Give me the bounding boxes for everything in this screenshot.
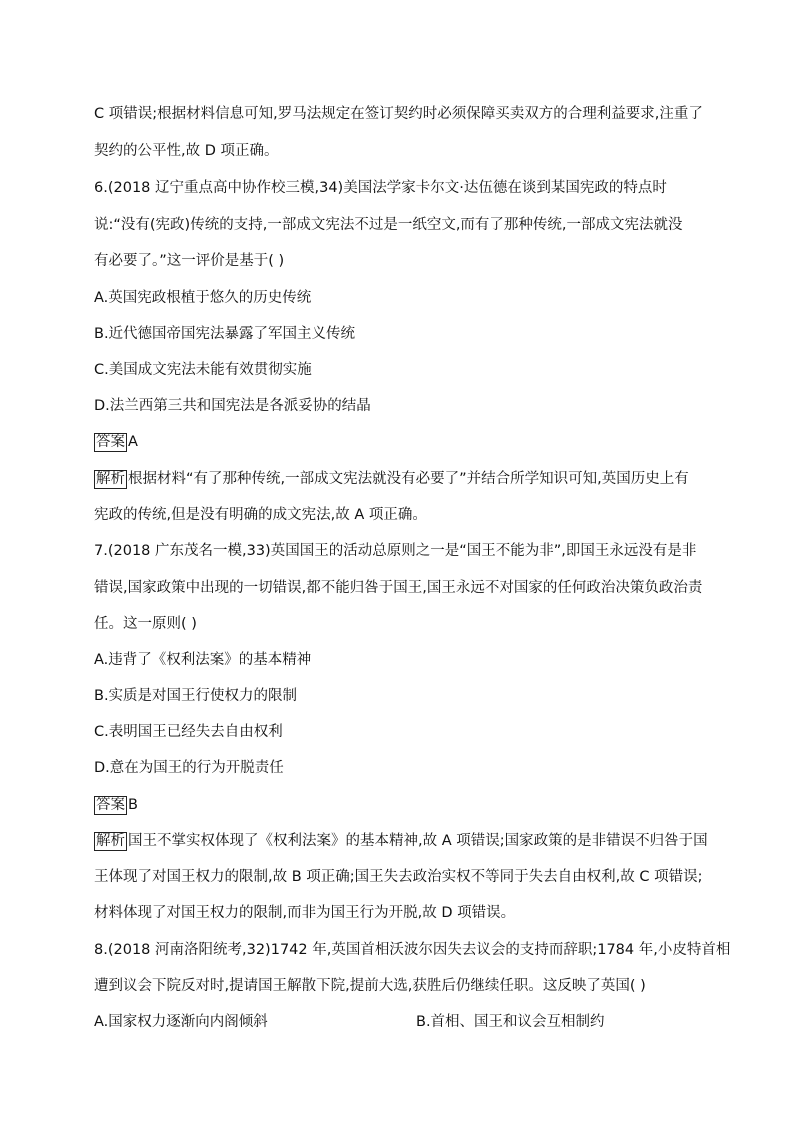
question-6-answer [94, 432, 138, 452]
question-6-option-b: B.近代德国帝国宪法暴露了军国主义传统 [94, 326, 356, 342]
question-7-option-b: B.实质是对国王行使权力的限制 [94, 688, 298, 704]
answer-label: 答案 [96, 434, 125, 450]
question-6-option-d: D.法兰西第三共和国宪法是各派妥协的结晶 [94, 398, 371, 414]
answer-value: B [128, 797, 138, 813]
question-6-stem: 有必要了。”这一评价是基于( ) [94, 253, 285, 269]
question-8-options [94, 1012, 714, 1032]
analysis-text: 根据材料“有了那种传统,一部成文宪法就没有必要了”并结合所学知识可知,英国历史上有 [128, 471, 689, 487]
question-6-option-a: A.英国宪政根植于悠久的历史传统 [94, 290, 312, 306]
question-6-stem: 6.(2018 辽宁重点高中协作校三模,34)美国法学家卡尔文·达伍德在谈到某国宪政的特点时 [94, 180, 667, 196]
question-6-stem: 说:“没有(宪政)传统的支持,一部成文宪法不过是一纸空文,而有了那种传统,一部成文宪法就没 [94, 217, 683, 233]
question-7-analysis: 王体现了对国王权力的限制,故 B 项正确;国王失去政治实权不等同于失去自由权利,故 C 项错误; [94, 869, 703, 885]
question-6-analysis: 宪政的传统,但是没有明确的成文宪法,故 A 项正确。 [94, 507, 427, 523]
analysis-label: 解析 [96, 471, 125, 487]
question-8-stem: 遭到议会下院反对时,提请国王解散下院,提前大选,获胜后仍继续任职。这反映了英国( ) [94, 978, 646, 994]
question-8-option-b: B.首相、国王和议会互相制约 [416, 1014, 605, 1030]
question-7-option-c: C.表明国王已经失去自由权利 [94, 724, 283, 740]
question-7-stem: 7.(2018 广东茂名一模,33)英国国王的活动总原则之一是“国王不能为非”,即国王永远没有是非 [94, 543, 697, 559]
question-8-option-a: A.国家权力逐渐向内阁倾斜 [94, 1014, 268, 1030]
text-line: C 项错误;根据材料信息可知,罗马法规定在签订契约时必须保障买卖双方的合理利益要求,注重了 [94, 106, 703, 122]
question-6-option-c: C.美国成文宪法未能有效贯彻实施 [94, 362, 312, 378]
question-7-stem: 任。这一原则( ) [94, 616, 197, 632]
question-6-analysis [94, 469, 689, 489]
answer-value: A [128, 434, 138, 450]
question-7-analysis: 材料体现了对国王权力的限制,而非为国王行为开脱,故 D 项错误。 [94, 905, 516, 921]
question-7-analysis [94, 831, 708, 851]
answer-label: 答案 [96, 797, 125, 813]
question-7-option-a: A.违背了《权利法案》的基本精神 [94, 652, 312, 668]
question-7-answer [94, 795, 138, 815]
text-line: 契约的公平性,故 D 项正确。 [94, 143, 279, 159]
question-8-stem: 8.(2018 河南洛阳统考,32)1742 年,英国首相沃波尔因失去议会的支持而辞职;1784 年,小皮特首相 [94, 942, 731, 958]
analysis-label: 解析 [96, 833, 125, 849]
question-7-option-d: D.意在为国王的行为开脱责任 [94, 760, 284, 776]
question-7-stem: 错误,国家政策中出现的一切错误,都不能归咎于国王,国王永远不对国家的任何政治决策负政治责 [94, 580, 703, 596]
analysis-text: 国王不掌实权体现了《权利法案》的基本精神,故 A 项错误;国家政策的是非错误不归咎于国 [128, 833, 708, 849]
